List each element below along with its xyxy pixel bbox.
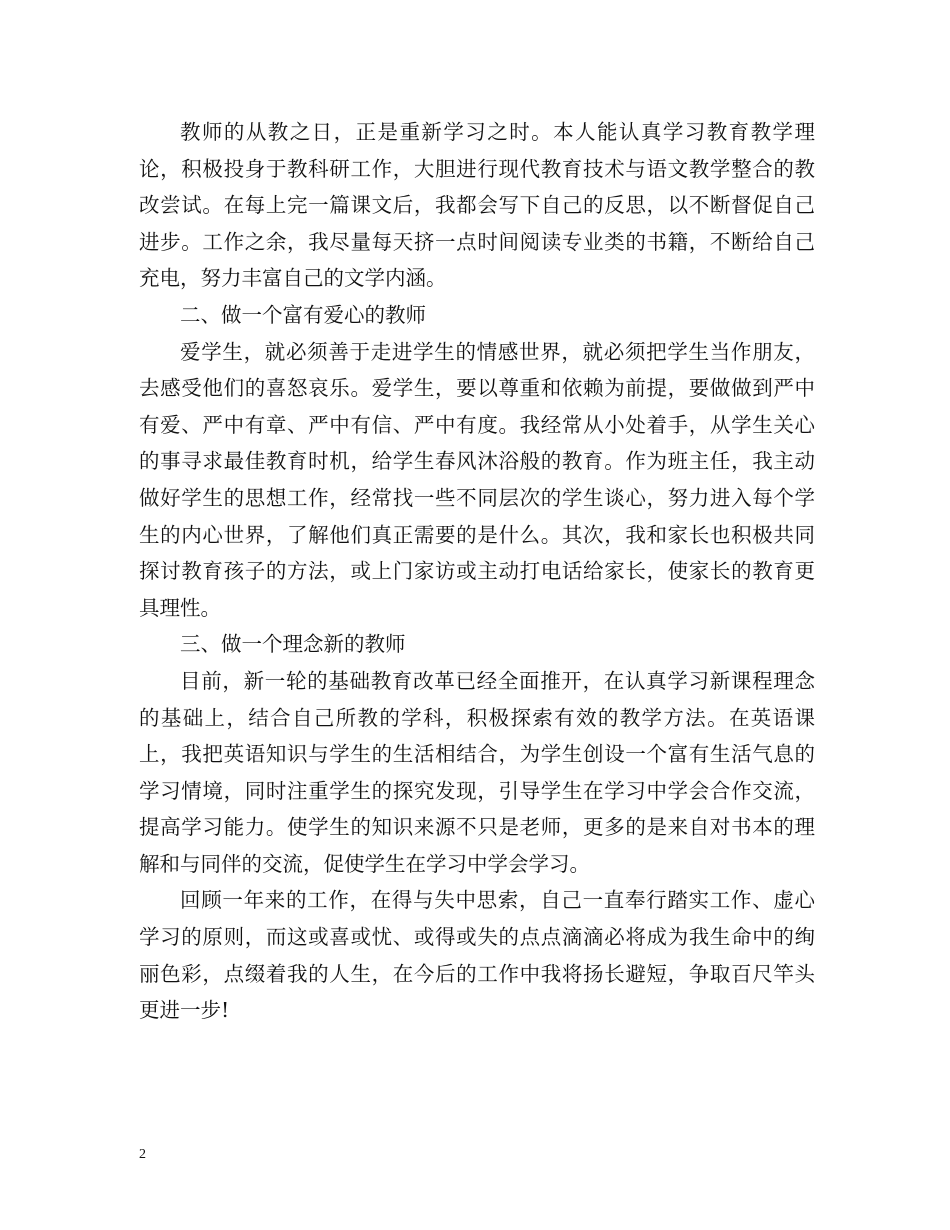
page-number: 2 [139, 1147, 146, 1162]
document-body [139, 114, 815, 1029]
section-heading: 二、做一个富有爱心的教师 [180, 302, 426, 327]
section-heading: 三、做一个理念新的教师 [180, 632, 406, 657]
body-paragraph: 教师的从教之日，正是重新学习之时。本人能认真学习教育教学理论，积极投身于教科研工作，大胆进行现代教育技术与语文教学整合的教改尝试。在每上完一篇课文后，我都会写下自己的反思，以不断督促自己进步。工作之余，我尽量每天挤一点时间阅读专业类的书籍，不断给自己充电，努力丰富自己的文学内涵。 [139, 120, 815, 291]
body-paragraph: 爱学生，就必须善于走进学生的情感世界，就必须把学生当作朋友，去感受他们的喜怒哀乐。爱学生，要以尊重和依赖为前提，要做做到严中有爱、严中有章、严中有信、严中有度。我经常从小处着手，从学生关心的事寻求最佳教育时机，给学生春风沐浴般的教育。作为班主任，我主动做好学生的思想工作，经常找一些不同层次的学生谈心，努力进入每个学生的内心世界，了解他们真正需要的是什么。其次，我和家长也积极共同探讨教育孩子的方法，或上门家访或主动打电话给家长，使家长的教育更具理性。 [139, 339, 815, 620]
body-paragraph: 目前，新一轮的基础教育改革已经全面推开，在认真学习新课程理念的基础上，结合自己所教的学科，积极探索有效的教学方法。在英语课上，我把英语知识与学生的生活相结合，为学生创设一个富有生活气息的学习情境，同时注重学生的探究发现，引导学生在学习中学会合作交流，提高学习能力。使学生的知识来源不只是老师，更多的是来自对书本的理解和与同伴的交流，促使学生在学习中学会学习。 [139, 668, 815, 876]
body-paragraph: 回顾一年来的工作，在得与失中思索，自己一直奉行踏实工作、虚心学习的原则，而这或喜或忧、或得或失的点点滴滴必将成为我生命中的绚丽色彩，点缀着我的人生，在今后的工作中我将扬长避短，争取百尺竿头更进一步! [139, 888, 815, 1023]
